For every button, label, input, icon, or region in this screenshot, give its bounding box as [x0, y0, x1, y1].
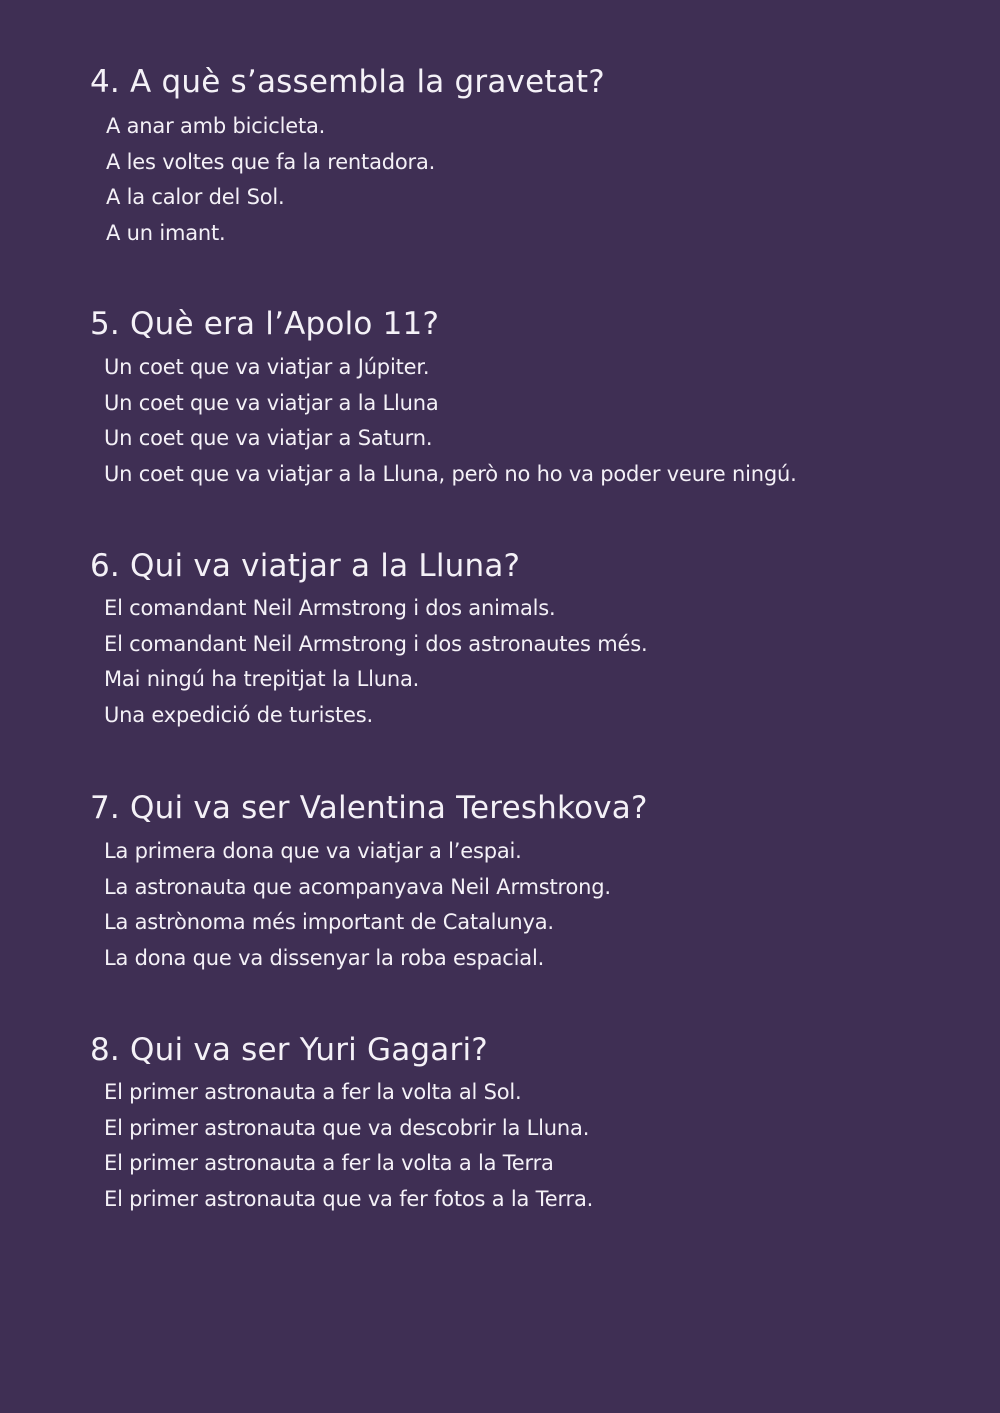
- answer-option[interactable]: El primer astronauta a fer la volta a la Terra: [104, 1151, 554, 1175]
- answer-list: [104, 834, 611, 976]
- answer-list: [104, 1075, 593, 1217]
- answer-option[interactable]: La astrònoma més important de Catalunya.: [104, 910, 554, 934]
- answer-option[interactable]: La astronauta que acompanyava Neil Armstrong.: [104, 874, 611, 899]
- question-title: 5. Què era l’Apolo 11?: [90, 306, 440, 342]
- answer-option[interactable]: Un coet que va viatjar a Júpiter.: [104, 355, 430, 379]
- answer-option[interactable]: A un imant.: [106, 220, 226, 245]
- answer-option[interactable]: A les voltes que fa la rentadora.: [106, 149, 436, 174]
- answer-list: [104, 350, 797, 492]
- question-title: 4. A què s’assembla la gravetat?: [90, 64, 605, 100]
- answer-option[interactable]: El primer astronauta a fer la volta al Sol.: [104, 1080, 522, 1104]
- question-title: 8. Qui va ser Yuri Gagari?: [90, 1032, 488, 1068]
- question-title: 6. Qui va viatjar a la Lluna?: [90, 548, 521, 584]
- answer-option[interactable]: A la calor del Sol.: [106, 185, 285, 209]
- answer-option[interactable]: Mai ningú ha trepitjat la Lluna.: [104, 667, 420, 691]
- answer-option[interactable]: Un coet que va viatjar a Saturn.: [104, 426, 433, 450]
- answer-option[interactable]: Un coet que va viatjar a la Lluna: [104, 390, 439, 415]
- answer-list: [106, 109, 435, 251]
- answer-option[interactable]: A anar amb bicicleta.: [106, 114, 326, 138]
- answer-option[interactable]: El comandant Neil Armstrong i dos astronautes més.: [104, 631, 648, 656]
- answer-option[interactable]: El comandant Neil Armstrong i dos animals.: [104, 596, 556, 620]
- question-title: 7. Qui va ser Valentina Tereshkova?: [90, 790, 648, 826]
- answer-option[interactable]: Un coet que va viatjar a la Lluna, però no ho va poder veure ningú.: [104, 461, 797, 486]
- answer-option[interactable]: La dona que va dissenyar la roba espacial.: [104, 945, 545, 970]
- answer-option[interactable]: El primer astronauta que va fer fotos a la Terra.: [104, 1186, 594, 1211]
- answer-option[interactable]: Una expedició de turistes.: [104, 702, 373, 727]
- answer-option[interactable]: La primera dona que va viatjar a l’espai.: [104, 839, 522, 863]
- answer-list: [104, 591, 647, 733]
- answer-option[interactable]: El primer astronauta que va descobrir la Lluna.: [104, 1115, 590, 1140]
